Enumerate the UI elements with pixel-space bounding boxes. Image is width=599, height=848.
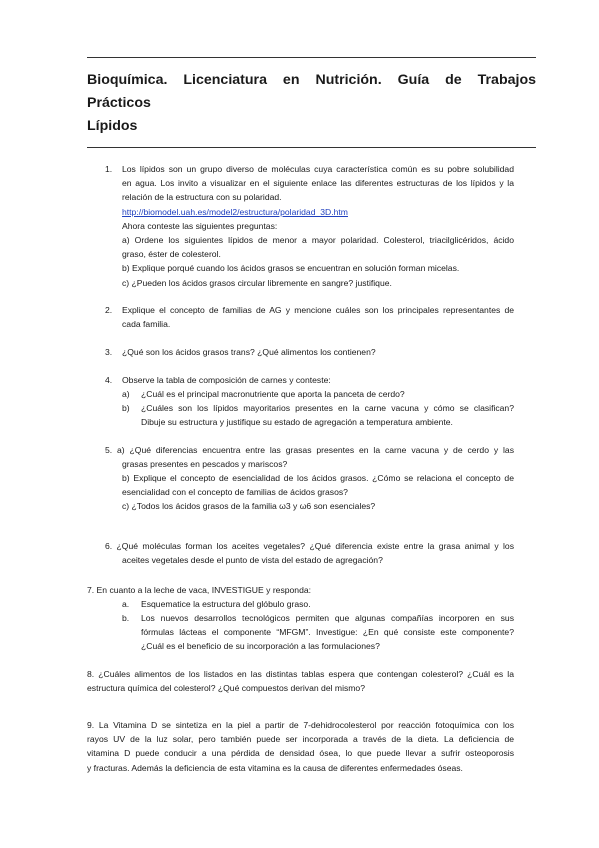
top-rule bbox=[87, 57, 536, 58]
q4-item-a-text: ¿Cuál es el principal macronutriente que aporta la panceta de cerdo? bbox=[141, 389, 405, 399]
q7-b-label: b. bbox=[122, 613, 130, 623]
q4-item-b bbox=[141, 401, 514, 429]
q5-item-b-line1: b) Explique el concepto de esencialidad de los ácidos grasos. ¿Cómo se relaciona el concepto de bbox=[122, 473, 514, 483]
question-6 bbox=[105, 539, 514, 567]
question-1 bbox=[122, 162, 514, 290]
q7-a-label: a. bbox=[122, 599, 130, 609]
question-8 bbox=[87, 667, 514, 695]
q7-item-b-line3: ¿Cuál es el beneficio de su incorporación a las formulaciones? bbox=[141, 641, 380, 652]
q7-item-b bbox=[141, 611, 514, 654]
q4-number: 4. bbox=[105, 375, 113, 385]
q4-text: Observe la tabla de composición de carnes y conteste: bbox=[122, 375, 331, 385]
q1-item-c: c) ¿Pueden los ácidos grasos circular libremente en sangre? justifique. bbox=[122, 277, 392, 288]
q7-item-b-line1: Los nuevos desarrollos tecnológicos permiten que algunas compañías incorporen en sus bbox=[141, 613, 514, 623]
q1-polarity-link[interactable]: http://biomodel.uah.es/model2/estructura/polaridad_3D.htm bbox=[122, 206, 348, 217]
q1-intro-line2: en agua. Los invito a visualizar en el siguiente enlace las diferentes estructuras de los lípidos y la bbox=[122, 178, 514, 189]
q4-a-label: a) bbox=[122, 389, 130, 399]
q1-item-b: b) Explique porqué cuando los ácidos grasos se encuentran en solución forman micelas. bbox=[122, 263, 460, 274]
q6-line1: 6. ¿Qué moléculas forman los aceites vegetales? ¿Qué diferencia existe entre la grasa animal y los bbox=[105, 541, 514, 551]
q7-text: 7. En cuanto a la leche de vaca, INVESTIGUE y responda: bbox=[87, 585, 312, 595]
q5-item-a-line2: grasas presentes en pescados y mariscos? bbox=[122, 459, 288, 470]
q4-item-b-line2: Dibuje su estructura y justifique su estado de agregación a temperatura ambiente. bbox=[141, 417, 453, 428]
q7-item-a bbox=[141, 597, 514, 611]
q1-intro-line1: Los lípidos son un grupo diverso de moléculas cuya característica común es su pobre solubilidad bbox=[122, 164, 514, 174]
question-7 bbox=[87, 583, 514, 597]
page-title-line1: Bioquímica. Licenciatura en Nutrición. Guía de Trabajos bbox=[87, 72, 536, 88]
q2-line2: cada familia. bbox=[122, 319, 171, 330]
header-rule bbox=[87, 147, 536, 148]
q4-b-label: b) bbox=[122, 403, 130, 413]
q3-number: 3. bbox=[105, 347, 113, 357]
q5-item-a-line1: 5. a) ¿Qué diferencias encuentra entre las grasas presentes en la carne vacuna y de cerdo y las bbox=[105, 445, 514, 455]
q2-number: 2. bbox=[105, 305, 113, 315]
page-topic: Lípidos bbox=[87, 118, 138, 134]
q9-line2: rayos UV de la luz solar, pero también puede ser incorporada a través de la dieta. La deficiencia de bbox=[87, 734, 514, 745]
q8-line2: estructura química del colesterol? ¿Qué compuestos derivan del mismo? bbox=[87, 683, 365, 694]
q1-intro-line3: relación de la estructura con su polaridad. bbox=[122, 192, 282, 203]
q4-item-a bbox=[141, 387, 514, 401]
q5-item-c: c) ¿Todos los ácidos grasos de la familia ω3 y ω6 son esenciales? bbox=[122, 501, 376, 512]
question-9 bbox=[87, 718, 514, 775]
q3-text: ¿Qué son los ácidos grasos trans? ¿Qué alimentos los contienen? bbox=[122, 347, 376, 357]
q7-item-b-line2: fórmulas lácteas el componente “MFGM”. Investigue: ¿En qué consiste este componente? bbox=[141, 627, 514, 638]
question-5-bc bbox=[122, 471, 514, 514]
q9-line3: vitamina D puede conducir a una pérdida de densidad ósea, lo que puede llevar a sufrir osteoporosis bbox=[87, 748, 514, 759]
q5-item-b-line2: esencialidad con el concepto de familias de ácidos grasos? bbox=[122, 487, 348, 498]
q7-item-a-text: Esquematice la estructura del glóbulo graso. bbox=[141, 599, 311, 609]
q4-item-b-line1: ¿Cuáles son los lípidos mayoritarios presentes en la carne vacuna y cómo se clasifican? bbox=[141, 403, 514, 413]
question-2 bbox=[122, 303, 514, 331]
q1-item-a-line2: graso, éster de colesterol. bbox=[122, 249, 221, 260]
q6-line2: aceites vegetales desde el punto de vista del estado de agregación? bbox=[122, 555, 383, 566]
question-3 bbox=[122, 345, 514, 359]
page-title-line2: Prácticos bbox=[87, 95, 151, 111]
q2-line1: Explique el concepto de familias de AG y mencione cuáles son los principales representantes de bbox=[122, 305, 514, 315]
q1-item-a-line1: a) Ordene los siguientes lípidos de menor a mayor polaridad. Colesterol, triacilglicéridos, ácido bbox=[122, 235, 514, 246]
q9-line4: y fracturas. Además la deficiencia de esta vitamina es la causa de diferentes enfermedades óseas. bbox=[87, 762, 463, 773]
q9-line1: 9. La Vitamina D se sintetiza en la piel a partir de 7-dehidrocolesterol por reacción fotoquímica con los bbox=[87, 720, 514, 730]
q8-line1: 8. ¿Cuáles alimentos de los listados en las distintas tablas espera que contengan colesterol? ¿Cuál es la bbox=[87, 669, 514, 679]
q1-number: 1. bbox=[105, 164, 113, 174]
q1-prompt: Ahora conteste las siguientes preguntas: bbox=[122, 220, 278, 231]
question-4 bbox=[122, 373, 514, 387]
question-5 bbox=[105, 443, 514, 471]
